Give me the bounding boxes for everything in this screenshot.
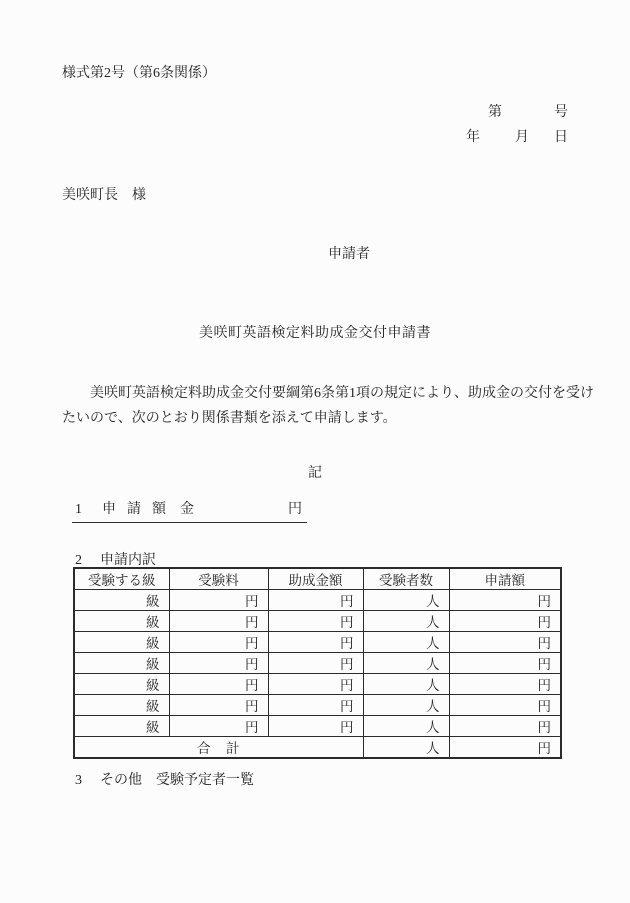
table-cell: 人 [363, 611, 449, 632]
item1-label: 申請額 [102, 502, 177, 517]
table-cell: 級 [74, 674, 169, 695]
table-cell: 人 [363, 632, 449, 653]
table-cell: 円 [449, 590, 561, 611]
table-cell: 人 [363, 674, 449, 695]
total-amount-cell: 円 [449, 737, 561, 759]
breakdown-heading [75, 549, 156, 569]
document-title: 美咲町英語検定料助成金交付申請書 [199, 326, 431, 341]
table-cell: 級 [74, 590, 169, 611]
record-marker: 記 [308, 466, 322, 481]
table-header-row [74, 568, 561, 590]
body-line: 美咲町英語検定料助成金交付要綱第6条第1項の規定により、助成金の交付を受け [90, 386, 594, 401]
currency-unit: 円 [288, 502, 302, 517]
table-cell: 級 [74, 716, 169, 737]
table-cell: 円 [268, 674, 363, 695]
column-header-subsidy-amount: 助成金額 [268, 568, 363, 590]
issue-number-line [488, 101, 568, 121]
table-cell: 円 [449, 674, 561, 695]
table-cell: 人 [363, 653, 449, 674]
table-cell: 円 [169, 695, 268, 716]
table-cell: 円 [449, 716, 561, 737]
table-row [74, 716, 561, 737]
table-cell: 円 [268, 611, 363, 632]
table-row [74, 653, 561, 674]
table-cell: 円 [169, 590, 268, 611]
date-day-label: 日 [554, 130, 568, 145]
date-month-label: 月 [515, 130, 529, 145]
table-cell: 人 [363, 695, 449, 716]
breakdown-table-body [74, 590, 561, 737]
table-cell: 級 [74, 653, 169, 674]
table-cell: 円 [268, 716, 363, 737]
table-cell: 円 [268, 695, 363, 716]
column-header-application-amount: 申請額 [449, 568, 561, 590]
application-amount-line [72, 498, 307, 523]
table-cell: 円 [449, 632, 561, 653]
table-cell: 円 [169, 632, 268, 653]
date-year-label: 年 [466, 130, 480, 145]
total-label-cell: 合 計 [74, 737, 363, 759]
table-cell: 級 [74, 632, 169, 653]
item3-number: 3 [75, 773, 82, 788]
breakdown-table [73, 567, 562, 759]
issue-number-suffix: 号 [554, 105, 568, 120]
date-line [466, 126, 568, 146]
table-cell: 級 [74, 611, 169, 632]
item3-label: その他 受験予定者一覧 [100, 773, 254, 788]
table-cell: 円 [268, 590, 363, 611]
table-cell: 円 [268, 653, 363, 674]
table-cell: 級 [74, 695, 169, 716]
table-cell: 円 [169, 674, 268, 695]
table-cell: 円 [449, 653, 561, 674]
table-cell: 円 [169, 716, 268, 737]
table-row [74, 611, 561, 632]
table-row [74, 590, 561, 611]
table-cell: 円 [268, 632, 363, 653]
table-cell: 人 [363, 716, 449, 737]
issue-number-prefix: 第 [488, 105, 502, 120]
table-cell: 円 [169, 611, 268, 632]
form-number: 様式第2号（第6条関係） [62, 66, 216, 81]
applicant-label: 申請者 [328, 247, 370, 262]
table-cell: 円 [169, 653, 268, 674]
currency-prefix: 金 [180, 502, 194, 517]
table-row [74, 632, 561, 653]
column-header-examinee-count: 受験者数 [363, 568, 449, 590]
column-header-exam-fee: 受験料 [169, 568, 268, 590]
body-paragraph [62, 381, 594, 431]
table-cell: 円 [449, 695, 561, 716]
table-cell: 円 [449, 611, 561, 632]
addressee: 美咲町長 様 [62, 188, 146, 203]
item2-number: 2 [75, 553, 82, 568]
item2-label: 申請内訳 [100, 553, 156, 568]
total-row [74, 737, 561, 759]
other-heading [75, 769, 254, 789]
column-header-grade: 受験する級 [74, 568, 169, 590]
table-cell: 人 [363, 590, 449, 611]
table-row [74, 674, 561, 695]
table-row [74, 695, 561, 716]
body-line: たいので、次のとおり関係書類を添えて申請します。 [62, 411, 397, 426]
total-count-cell: 人 [363, 737, 449, 759]
item1-number: 1 [75, 502, 82, 517]
